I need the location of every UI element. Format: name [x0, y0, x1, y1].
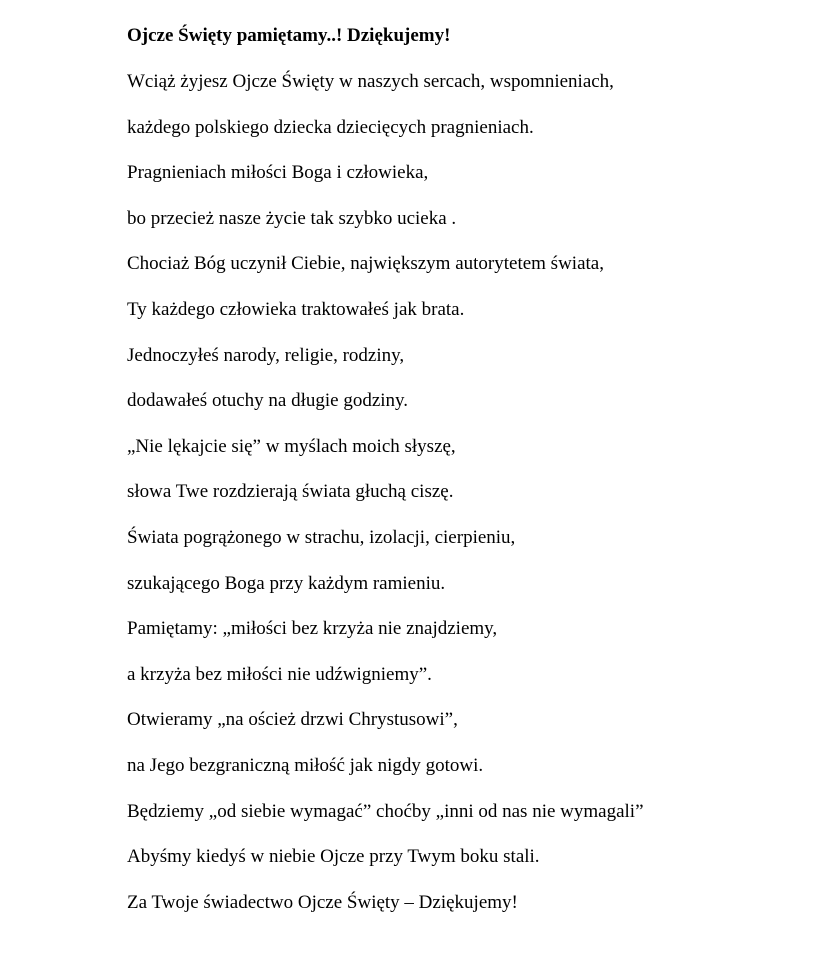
poem-line-3: Pragnieniach miłości Boga i człowieka, [127, 162, 429, 184]
poem-line-19: Za Twoje świadectwo Ojcze Święty – Dziękujemy! [127, 891, 518, 913]
poem-line-1: Wciąż żyjesz Ojcze Święty w naszych sercach, wspomnieniach, [127, 71, 614, 92]
poem-line-13: Pamiętamy: „miłości bez krzyża nie znajdziemy, [127, 618, 498, 640]
poem-line-5: Chociaż Bóg uczynił Ciebie, największym autorytetem świata, [127, 253, 604, 275]
poem-line-7: Jednoczyłeś narody, religie, rodziny, [127, 344, 405, 366]
poem-line-15: Otwieramy „na oścież drzwi Chrystusowi”, [127, 709, 458, 731]
poem-line-12: szukającego Boga przy każdym ramieniu. [127, 572, 446, 594]
poem-line-2: każdego polskiego dziecka dziecięcych pragnieniach. [127, 116, 534, 138]
poem-line-10: słowa Twe rozdzierają świata głuchą ciszę. [127, 481, 454, 503]
poem-line-8: dodawałeś otuchy na długie godziny. [127, 390, 409, 412]
poem-line-16: na Jego bezgraniczną miłość jak nigdy gotowi. [127, 754, 484, 776]
poem-line-9: „Nie lękajcie się” w myślach moich słyszę, [127, 435, 456, 457]
poem-line-18: Abyśmy kiedyś w niebie Ojcze przy Twym boku stali. [127, 846, 540, 868]
poem-line-4: bo przecież nasze życie tak szybko ucieka . [127, 207, 457, 229]
poem-line-6: Ty każdego człowieka traktowałeś jak brata. [127, 298, 465, 320]
poem-line-11: Świata pogrążonego w strachu, izolacji, cierpieniu, [127, 526, 516, 548]
poem-line-14: a krzyża bez miłości nie udźwigniemy”. [127, 663, 432, 685]
poem-title: Ojcze Święty pamiętamy..! Dziękujemy! [127, 25, 451, 46]
poem-line-17: Będziemy „od siebie wymagać” choćby „inni od nas nie wymagali” [127, 800, 644, 822]
poem [127, 22, 817, 934]
